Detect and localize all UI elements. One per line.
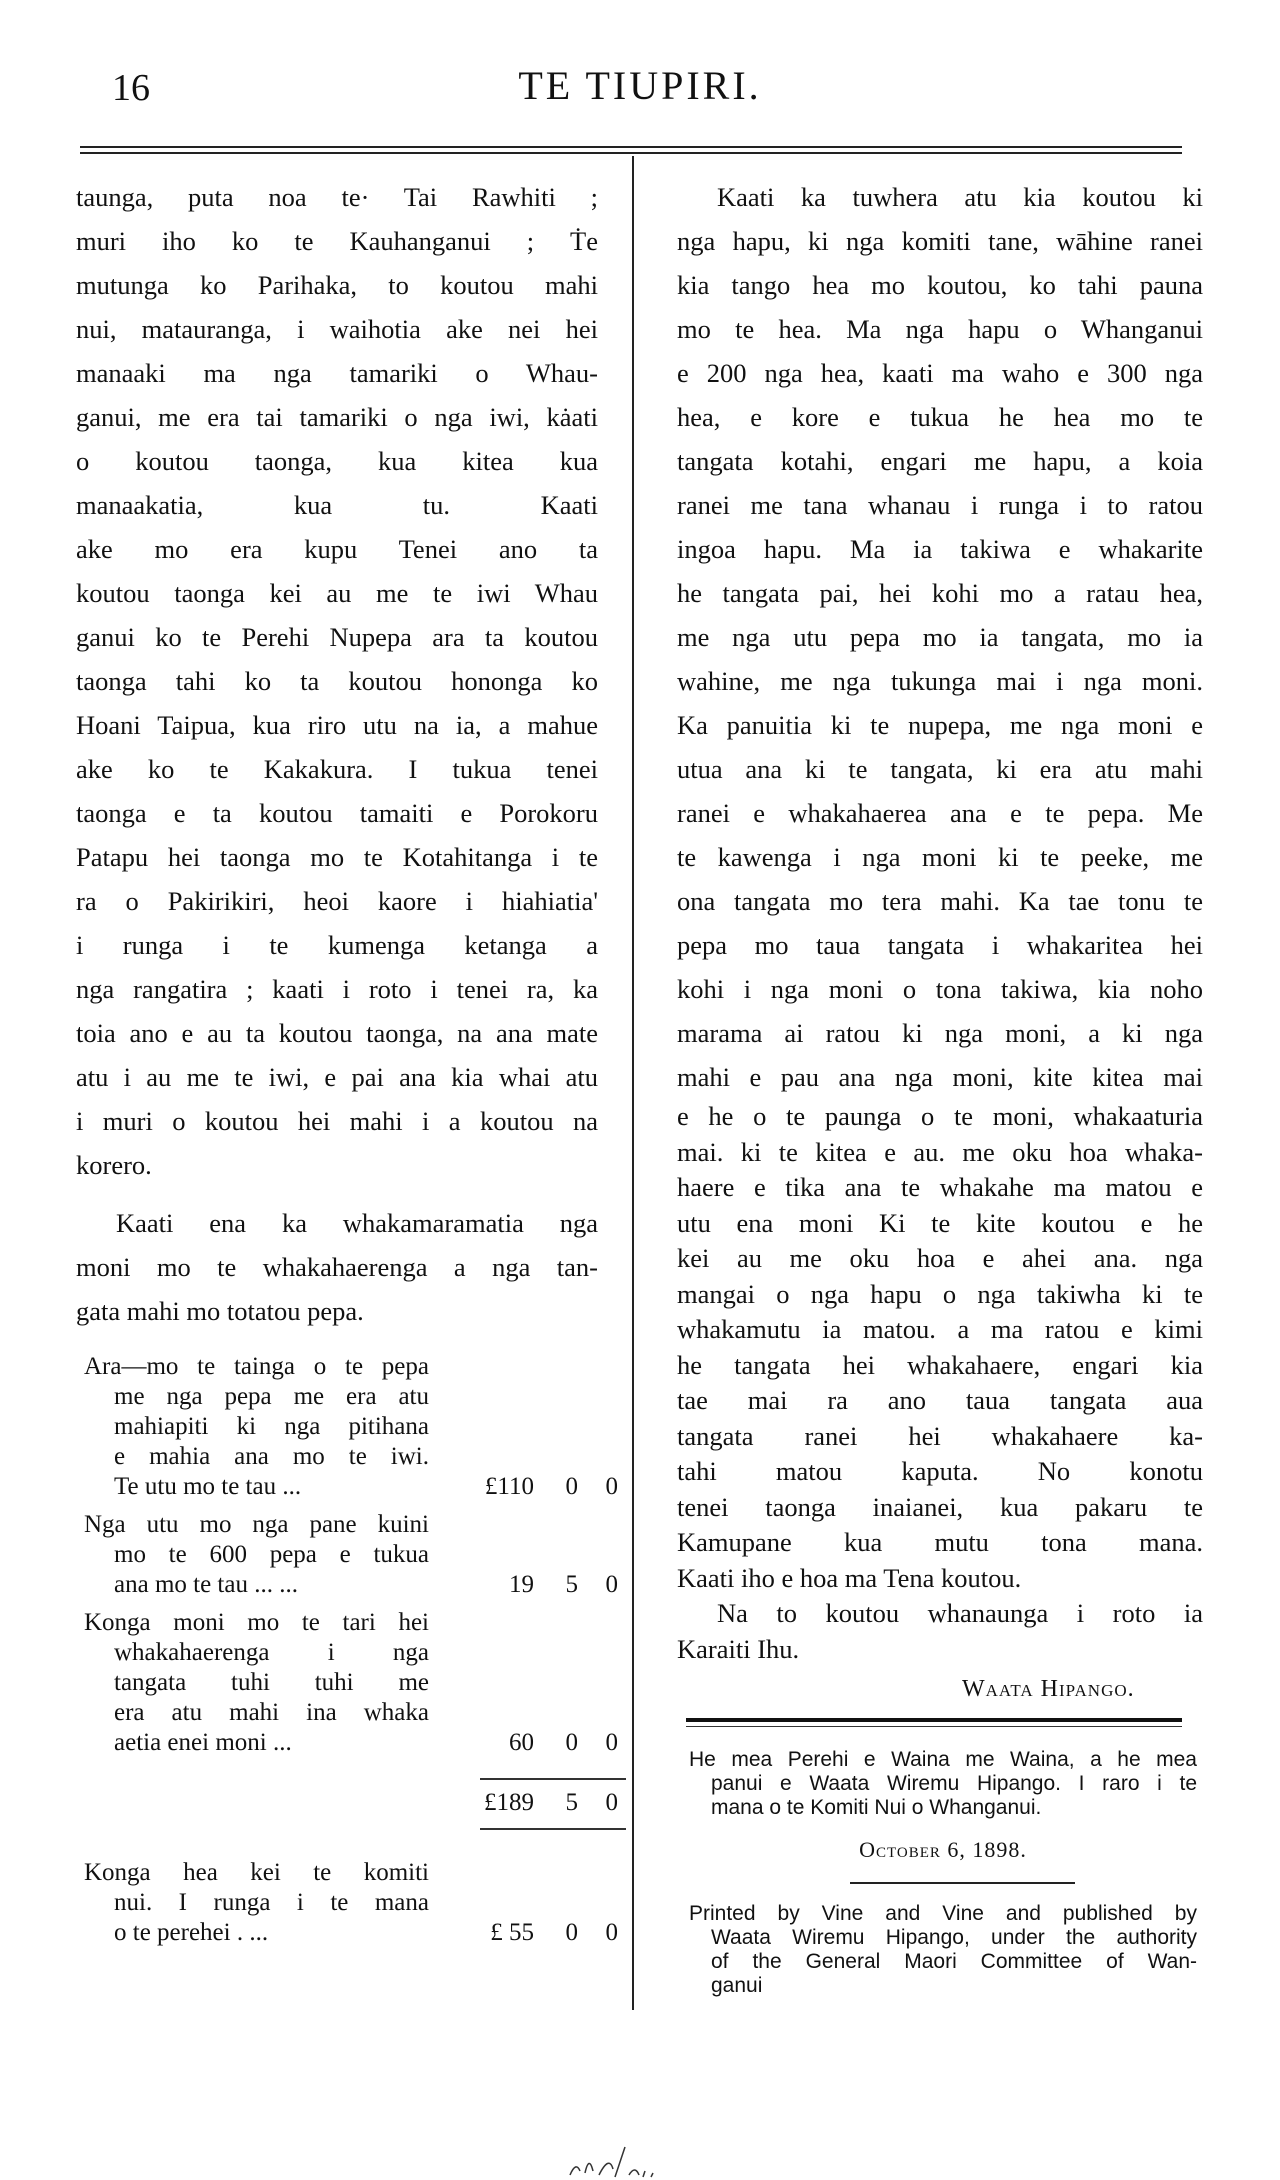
column-divider [632, 156, 634, 2010]
left-paragraph-1 [76, 175, 598, 1187]
amount-pence: 0 [605, 1473, 618, 1500]
text-line: tenei taonga inaianei, kua pakaru te [677, 1491, 1203, 1522]
text-line: i runga i te kumenga ketanga a [76, 930, 598, 960]
imprint-line: Printed by Vine and Vine and published by [689, 1902, 1197, 1925]
text-line: kei au me oku hoa e ahei ana. nga [677, 1243, 1203, 1273]
ledger-text: era atu mahi ina whaka [114, 1699, 429, 1726]
page-number: 16 [112, 67, 150, 109]
amount [454, 1918, 624, 1948]
text-line: tangata kotahi, engari me hapu, a koia [677, 446, 1203, 476]
amount-shillings: 0 [565, 1473, 578, 1500]
text-line: moni mo te whakahaerenga a nga tan- [76, 1252, 598, 1282]
text-line: toia ano e au ta koutou taonga, na ana mate [76, 1018, 598, 1048]
text-line: manaaki ma nga tamariki o Whau- [76, 358, 598, 388]
ledger-text: mo te 600 pepa e tukua [114, 1541, 429, 1568]
header-rule-thin [80, 152, 1182, 154]
text-line: tae mai ra ano taua tangata aua [677, 1385, 1203, 1415]
ledger-text: ana mo te tau ... ... [114, 1571, 298, 1598]
text-line: Kamupane kua mutu tona mana. [677, 1527, 1203, 1557]
total-rule-bottom [480, 1828, 626, 1830]
text-line: ingoa hapu. Ma ia takiwa e whakarite [677, 534, 1203, 564]
text-line: mai. ki te kitea e au. me oku hoa whaka- [677, 1136, 1203, 1167]
text-line: hea, e kore e tukua he hea mo te [677, 402, 1203, 432]
text-line: kia tango hea mo koutou, ko tahi pauna [677, 270, 1203, 300]
text-line: i muri o koutou hei mahi i a koutou na [76, 1106, 598, 1136]
text-line: nga rangatira ; kaati i roto i tenei ra, ka [76, 974, 598, 1004]
right-column [677, 175, 1203, 1667]
text-line: ake ko te Kakakura. I tukua tenei [76, 754, 598, 784]
ledger-text: tangata tuhi tuhi me [114, 1669, 429, 1696]
left-column [76, 175, 598, 1333]
amount [454, 1788, 624, 1818]
text-line: ganui ko te Perehi Nupepa ara ta koutou [76, 622, 598, 652]
amount-pounds: 19 [509, 1571, 534, 1598]
amount [454, 1472, 624, 1502]
ledger-text: Nga utu mo nga pane kuini [84, 1511, 429, 1538]
text-line: te kawenga i nga moni ki te peeke, me [677, 842, 1203, 872]
text-line: nga hapu, ki nga komiti tane, wāhine ranei [677, 226, 1203, 256]
ledger-text: nui. I runga i te mana [114, 1889, 429, 1916]
ledger-text: Konga moni mo te tari hei [84, 1609, 429, 1636]
text-line: Kaati ena ka whakamaramatia nga [116, 1208, 598, 1238]
ledger-text: Konga hea kei te komiti [84, 1859, 429, 1886]
text-line: taonga tahi ko ta koutou hononga ko [76, 666, 598, 696]
amount-pence: 0 [605, 1789, 618, 1816]
imprint-rule-thin [686, 1726, 1182, 1727]
amount-pounds: £110 [484, 1473, 534, 1500]
ledger-text: e mahia ana mo te iwi. [114, 1443, 429, 1470]
amount-pounds: £189 [484, 1789, 534, 1816]
imprint-line: panui e Waata Wiremu Hipango. I raro i te [711, 1772, 1197, 1795]
ledger-text: Te utu mo te tau ... [114, 1473, 302, 1500]
text-line: e he o te paunga o te moni, whakaaturia [677, 1101, 1203, 1131]
text-line: whakamutu ia matou. a ma ratou e kimi [677, 1314, 1203, 1344]
imprint-line: ganui [711, 1974, 763, 1997]
text-line: Na to koutou whanaunga i roto ia [717, 1598, 1203, 1628]
text-line: o koutou taonga, kua kitea kua [76, 446, 598, 476]
text-line: ake mo era kupu Tenei ano ta [76, 534, 598, 564]
imprint-line: mana o te Komiti Nui o Whanganui. [711, 1796, 1042, 1819]
imprint-maori [689, 1748, 1197, 1820]
imprint-line: of the General Maori Committee of Wan- [711, 1950, 1197, 1973]
ledger-entry [84, 1510, 624, 1600]
text-line: ranei me tana whanau i runga i to ratou [677, 490, 1203, 520]
text-line: Kaati iho e hoa ma Tena koutou. [677, 1562, 1022, 1593]
text-line: pepa mo taua tangata i whakaritea hei [677, 930, 1203, 960]
ledger-text: whakahaerenga i nga [114, 1639, 429, 1666]
imprint-line: He mea Perehi e Waina me Waina, a he mea [689, 1748, 1197, 1771]
total-rule [480, 1778, 626, 1780]
text-line: Patapu hei taonga mo te Kotahitanga i te [76, 842, 598, 872]
text-line: taunga, puta noa te· Tai Rawhiti ; [76, 182, 598, 212]
text-line: koutou taonga kei au me te iwi Whau [76, 578, 598, 608]
imprint-english [689, 1902, 1197, 1998]
amount-shillings: 0 [565, 1729, 578, 1756]
text-line: ona tangata mo tera mahi. Ka tae tonu te [677, 886, 1203, 916]
amount-shillings: 0 [565, 1919, 578, 1946]
imprint-line: Waata Wiremu Hipango, under the authority [711, 1926, 1197, 1949]
ledger-total [84, 1788, 624, 1818]
text-line: ganui, me era tai tamariki o nga iwi, kȧati [76, 402, 598, 432]
signature: Waata Hipango. [962, 1676, 1135, 1702]
text-line: marama ai ratou ki nga moni, a ki nga [677, 1018, 1203, 1048]
text-line: Karaiti Ihu. [677, 1633, 800, 1664]
handwritten-mark [555, 2145, 715, 2180]
text-line: me nga utu pepa mo ia tangata, mo ia [677, 622, 1203, 652]
page-title: TE TIUPIRI. [518, 63, 762, 108]
ledger-text: mahiapiti ki nga pitihana [114, 1413, 429, 1440]
issue-date: October 6, 1898. [859, 1837, 1027, 1862]
amount-pounds: £ 55 [490, 1919, 534, 1946]
header-rule [80, 146, 1182, 151]
amount-shillings: 5 [565, 1789, 578, 1816]
text-line: ra o Pakirikiri, heoi kaore i hiahiatia' [76, 886, 598, 916]
amount [454, 1570, 624, 1600]
text-line: tangata ranei hei whakahaere ka- [677, 1420, 1203, 1451]
amount-pounds: 60 [509, 1729, 534, 1756]
text-line: e 200 nga hea, kaati ma waho e 300 nga [677, 358, 1203, 388]
text-line: mahi e pau ana nga moni, kite kitea mai [677, 1062, 1203, 1092]
date-rule [850, 1882, 1075, 1884]
text-line: mutunga ko Parihaka, to koutou mahi [76, 270, 598, 300]
ledger-text: Ara—mo te tainga o te pepa [84, 1353, 429, 1380]
amount-pence: 0 [605, 1919, 618, 1946]
text-line: mangai o nga hapu o nga takiwha ki te [677, 1278, 1203, 1309]
imprint-rule-thick [686, 1718, 1182, 1722]
text-line: tahi matou kaputa. No konotu [677, 1456, 1203, 1486]
text-line: Kaati ka tuwhera atu kia koutou ki [717, 182, 1203, 212]
text-line: he tangata pai, hei kohi mo a ratau hea, [677, 578, 1203, 608]
text-line: utua ana ki te tangata, ki era atu mahi [677, 754, 1203, 784]
imprint-date-wrap [689, 1838, 1197, 1863]
text-line: he tangata hei whakahaere, engari kia [677, 1349, 1203, 1380]
text-line: utu ena moni Ki te kite koutou e he [677, 1207, 1203, 1238]
ledger-balance [84, 1858, 624, 1948]
accounts-ledger [84, 1352, 624, 1956]
right-paragraph-1-continued [677, 1099, 1203, 1596]
ledger-entry [84, 1608, 624, 1758]
right-paragraph-1 [677, 175, 1203, 1099]
text-line: ranei e whakahaerea ana e te pepa. Me [677, 798, 1203, 828]
text-line: atu i au me te iwi, e pai ana kia whai atu [76, 1062, 598, 1092]
ledger-entry [84, 1352, 624, 1502]
text-line: kohi i nga moni o tona takiwa, kia noho [677, 974, 1203, 1004]
text-line: taonga e ta koutou tamaiti e Porokoru [76, 798, 598, 828]
text-line: haere e tika ana te whakahe ma matou e [677, 1172, 1203, 1202]
ledger-text: o te perehei . ... [114, 1919, 269, 1946]
amount-shillings: 5 [565, 1571, 578, 1598]
right-paragraph-2 [677, 1596, 1203, 1667]
ledger-text: aetia enei moni ... [114, 1729, 292, 1756]
text-line: wahine, me nga tukunga mai i nga moni. [677, 666, 1203, 696]
text-line: Hoani Taipua, kua riro utu na ia, a mahue [76, 710, 598, 740]
amount [454, 1728, 624, 1758]
text-line: muri iho ko te Kauhanganui ; Ṫe [76, 226, 598, 256]
amount-pence: 0 [605, 1729, 618, 1756]
left-paragraph-2 [76, 1201, 598, 1333]
text-line: gata mahi mo totatou pepa. [76, 1296, 364, 1326]
text-line: nui, matauranga, i waihotia ake nei hei [76, 314, 598, 344]
text-line: manaakatia, kua tu. Kaati [76, 490, 598, 520]
text-line: mo te hea. Ma nga hapu o Whanganui [677, 314, 1203, 344]
text-line: Ka panuitia ki te nupepa, me nga moni e [677, 710, 1203, 740]
amount-pence: 0 [605, 1571, 618, 1598]
text-line: korero. [76, 1150, 152, 1180]
ledger-text: me nga pepa me era atu [114, 1383, 429, 1410]
